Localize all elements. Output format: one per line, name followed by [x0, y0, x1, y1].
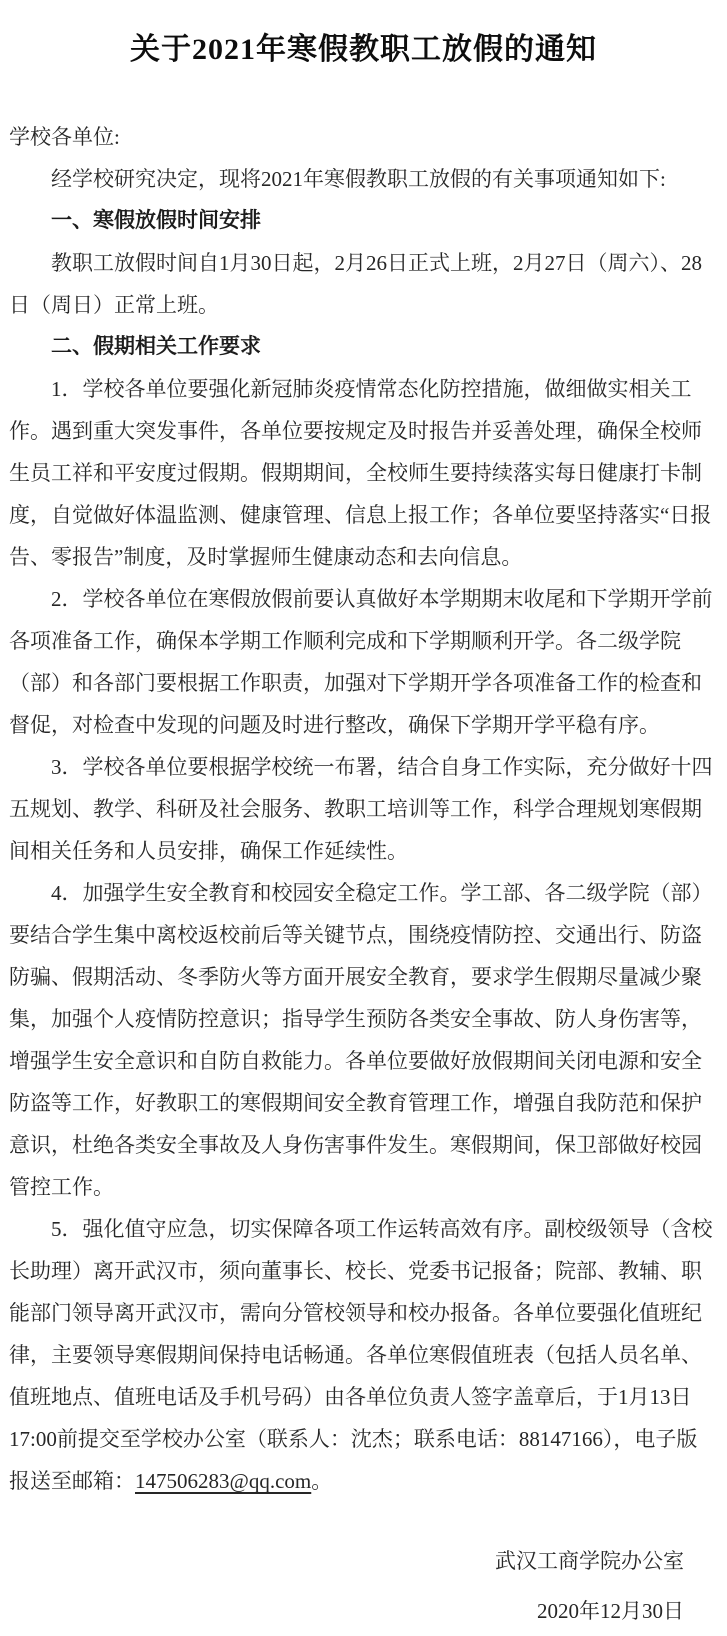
body-paragraph-1: 1．学校各单位要强化新冠肺炎疫情常态化防控措施，做细做实相关工作。遇到重大突发事件，各单位要按规定及时报告并妥善处理，确保全校师生员工祥和平安度过假期。假期期间，全校师生要持续落实每日健康打卡制度，自觉做好体温监测、健康管理、信息上报工作；各单位要坚持落实“日报告、零报告”制度，及时掌握师生健康动态和去向信息。: [9, 377, 712, 569]
body-paragraph-3: 3．学校各单位要根据学校统一布署，结合自身工作实际，充分做好十四五规划、教学、科研及社会服务、教职工培训等工作，科学合理规划寒假期间相关任务和人员安排，确保工作延续性。: [9, 755, 713, 863]
notice-body: [9, 116, 718, 1502]
intro-paragraph: 经学校研究决定，现将2021年寒假教职工放假的有关事项通知如下:: [51, 167, 666, 191]
page-title: 关于2021年寒假教职工放假的通知: [130, 33, 597, 66]
body-paragraph-4: 4．加强学生安全教育和校园安全稳定工作。学工部、各二级学院（部）要结合学生集中离校返校前后等关键节点，围绕疫情防控、交通出行、防盗防骗、假期活动、冬季防火等方面开展安全教育，要求学生假期尽量减少聚集，加强个人疫情防控意识；指导学生预防各类安全事故、防人身伤害等，增强学生安全意识和自防自救能力。各单位要做好放假期间关闭电源和安全防盗等工作，好教职工的寒假期间安全教育管理工作，增强自我防范和保护意识，杜绝各类安全事故及人身伤害事件发生。寒假期间，保卫部做好校园管控工作。: [9, 881, 713, 1199]
section2-heading: 二、假期相关工作要求: [51, 335, 261, 358]
section1-heading: 一、寒假放假时间安排: [51, 209, 261, 232]
body-paragraph-5: [9, 1208, 718, 1502]
paragraph-5-tail: 。: [311, 1469, 333, 1493]
email-link[interactable]: 147506283@qq.com: [135, 1469, 312, 1493]
closing-block: [9, 1536, 718, 1636]
paragraph-5-text: 5．强化值守应急，切实保障各项工作运转高效有序。副校级领导（含校长助理）离开武汉市，须向董事长、校长、党委书记报备；院部、教辅、职能部门领导离开武汉市，需向分管校领导和校办报备。各单位要强化值班纪律，主要领导寒假期间保持电话畅通。各单位寒假值班表（包括人员名单、值班地点、值班电话及手机号码）由各单位负责人签字盖章后，于1月13日17:00前提交至学校办公室（联系人：沈杰；联系电话：88147166），电子版报送至邮箱：: [9, 1217, 713, 1493]
body-paragraph-2: 2．学校各单位在寒假放假前要认真做好本学期期末收尾和下学期开学前各项准备工作，确保本学期工作顺利完成和下学期顺利开学。各二级学院（部）和各部门要根据工作职责，加强对下学期开学各项准备工作的检查和督促，对检查中发现的问题及时进行整改，确保下学期开学平稳有序。: [9, 587, 713, 737]
section1-paragraph: 教职工放假时间自1月30日起，2月26日正式上班，2月27日（周六）、28日（周日）正常上班。: [9, 251, 702, 317]
salutation: 学校各单位:: [9, 125, 120, 149]
signature: 武汉工商学院办公室: [495, 1549, 684, 1573]
date: 2020年12月30日: [537, 1599, 684, 1623]
